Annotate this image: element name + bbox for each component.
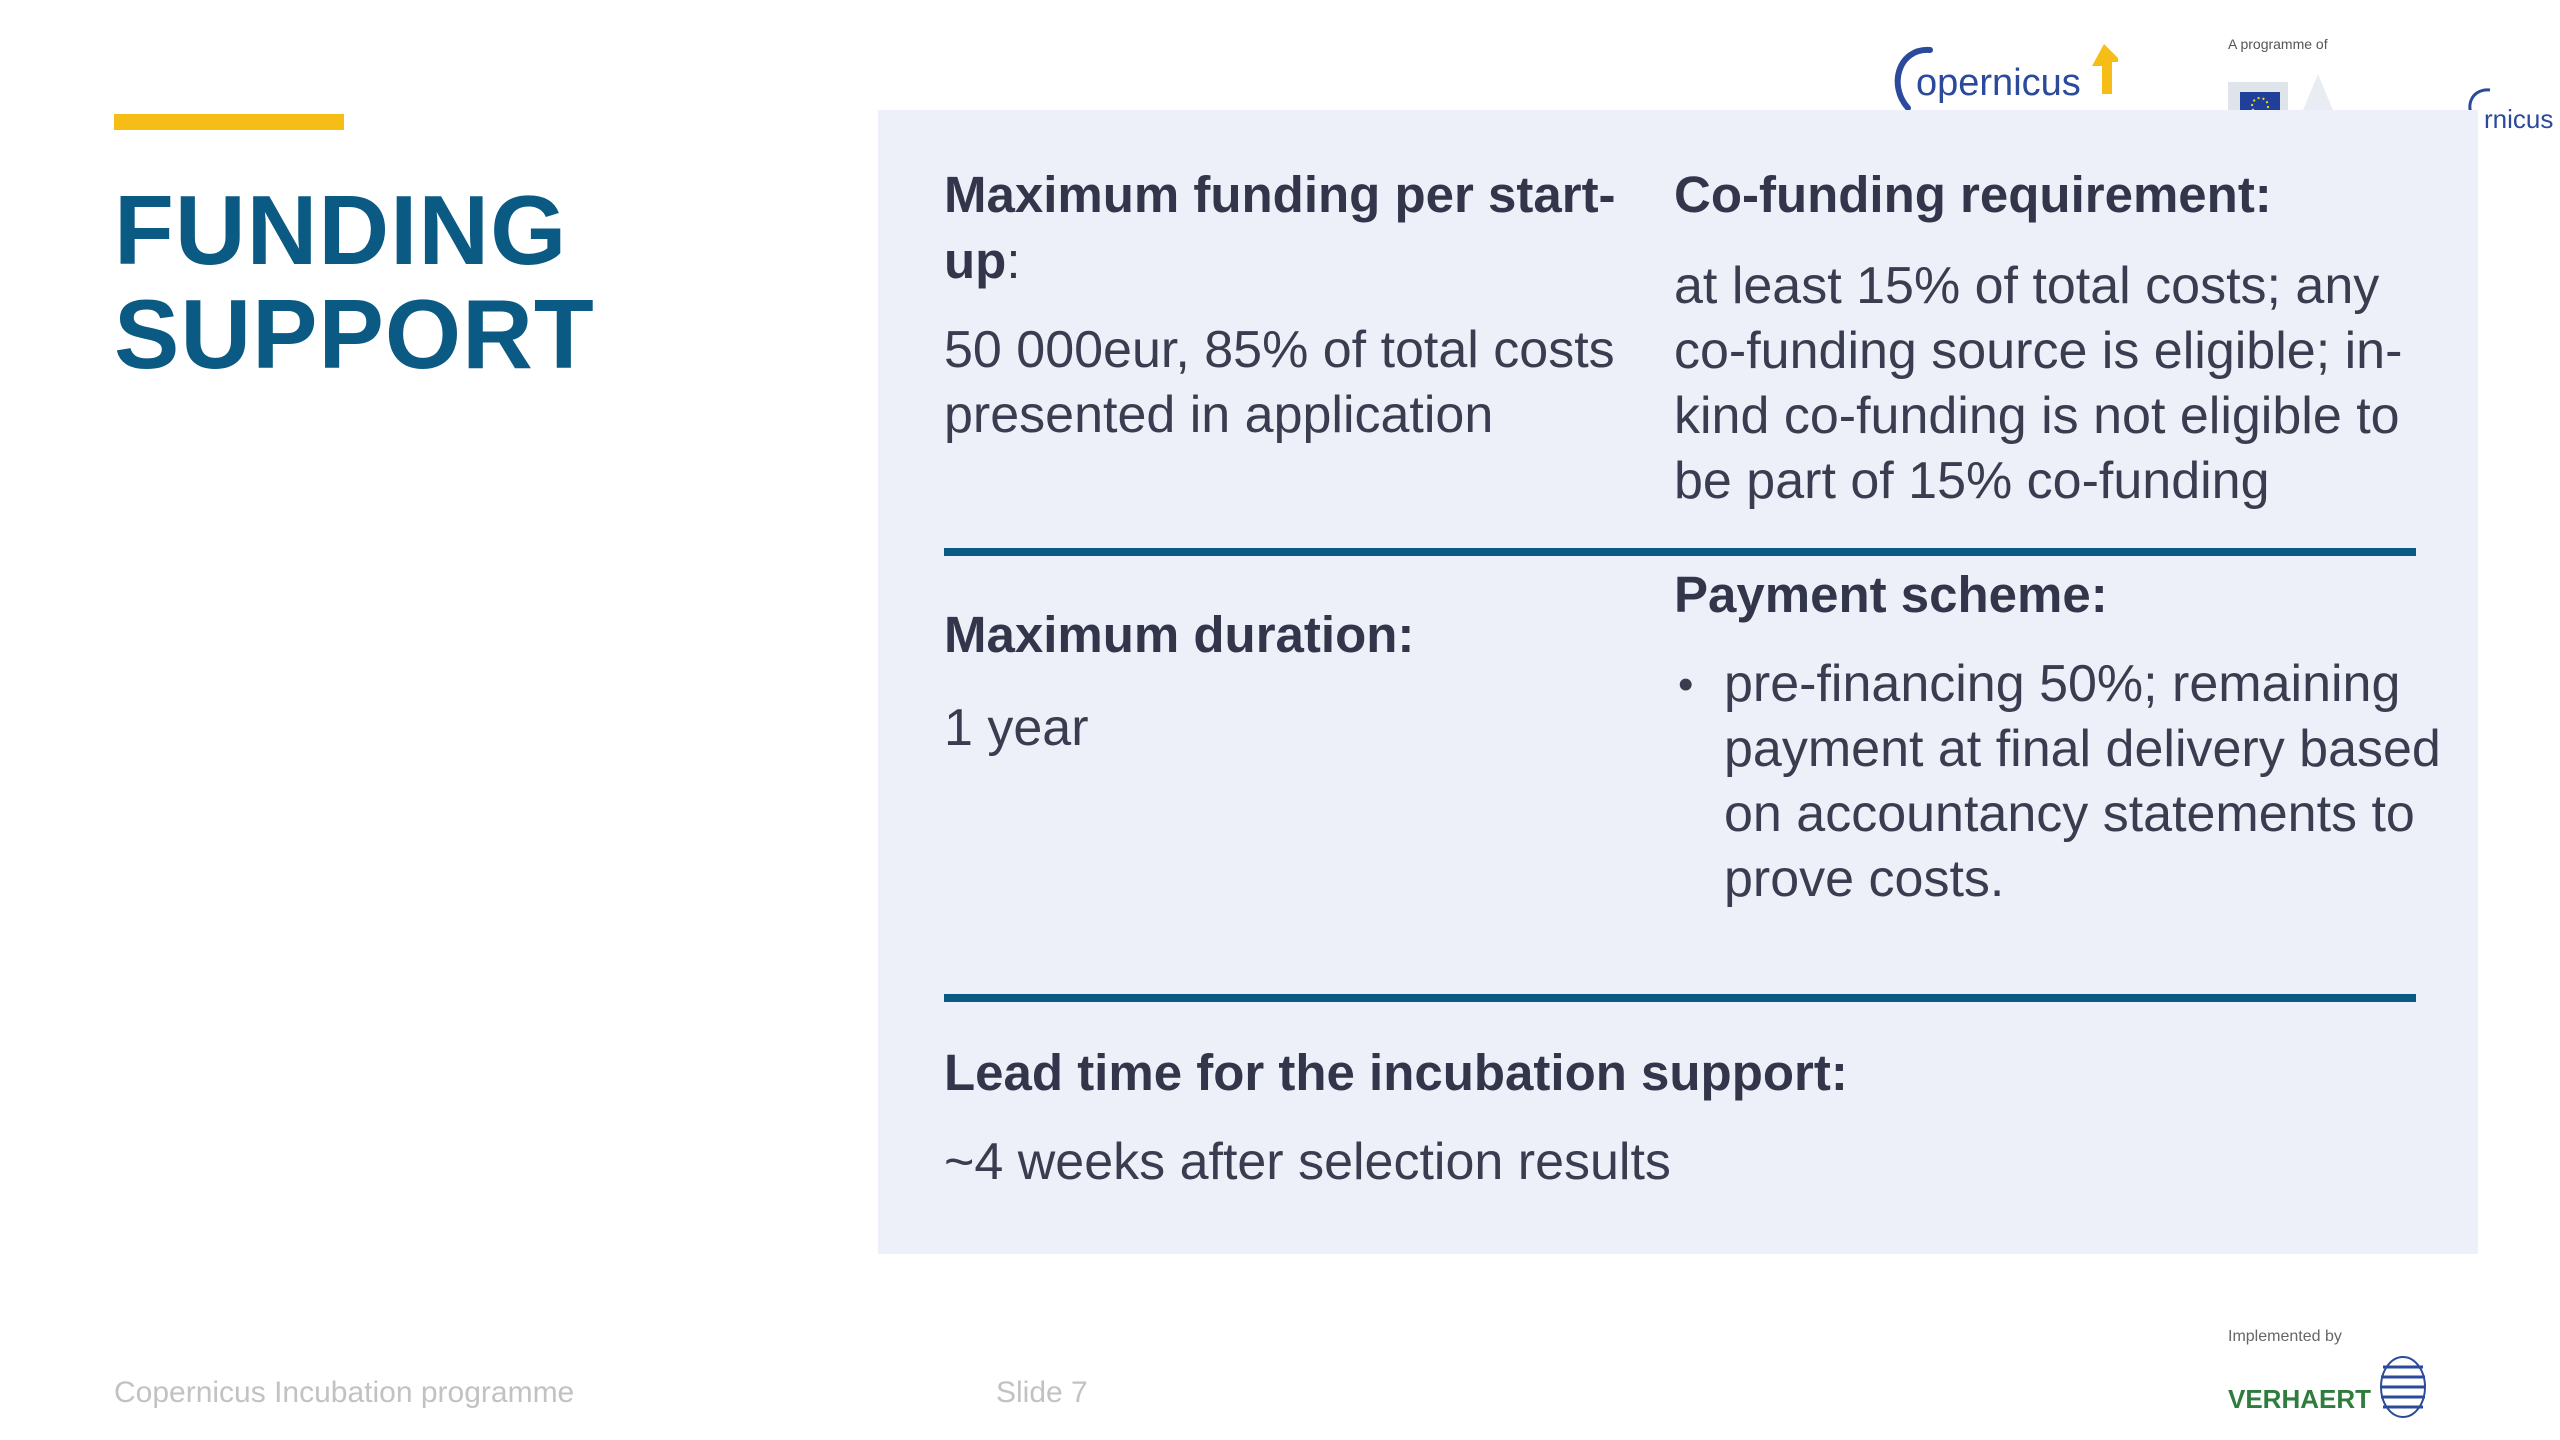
payment-scheme-item-text: pre-financing 50%; remaining payment at final delivery based on accountancy statements to prove costs. [1724, 655, 2441, 908]
implemented-by-caption: Implemented by [2228, 1328, 2342, 1345]
section-divider-top [944, 548, 2416, 556]
verhaert-wordmark: VERHAERT [2228, 1384, 2372, 1414]
cofunding-value: at least 15% of total costs; any co-funding source is eligible; in-kind co-funding is not eligible to be part of 15% co-funding [1674, 257, 2403, 510]
payment-scheme-label: Payment scheme: [1674, 566, 2108, 623]
lead-time-label: Lead time for the incubation support: [944, 1044, 1848, 1101]
payment-scheme-item [1674, 652, 2454, 912]
programme-partial-wordmark: rnicus [2484, 104, 2554, 134]
lead-time-block [944, 1040, 2424, 1195]
footer-slide-number: Slide 7 [996, 1376, 1088, 1409]
payment-scheme-block [1674, 562, 2454, 912]
max-duration-block [944, 602, 1644, 761]
bullet-icon: • [1678, 660, 1694, 709]
cofunding-label: Co-funding requirement: [1674, 166, 2272, 223]
max-funding-label: Maximum funding per start-up: [944, 166, 1616, 289]
max-funding-block [944, 162, 1644, 448]
copernicus-wordmark: opernicus [1916, 62, 2081, 104]
slide-title [114, 175, 814, 389]
footer-programme-name: Copernicus Incubation programme [114, 1376, 575, 1409]
max-duration-value: 1 year [944, 699, 1089, 757]
section-divider-bottom [944, 994, 2416, 1002]
cofunding-block [1674, 162, 2454, 514]
programme-caption: A programme of [2228, 36, 2328, 52]
verhaert-logo [2228, 1328, 2428, 1420]
verhaert-globe-icon [2378, 1352, 2428, 1422]
lead-time-value: ~4 weeks after selection results [944, 1133, 1671, 1191]
title-accent-bar [114, 114, 344, 130]
funding-details-panel [878, 110, 2478, 1254]
max-duration-label: Maximum duration: [944, 606, 1415, 663]
payment-scheme-list [1674, 652, 2454, 912]
max-funding-value: 50 000eur, 85% of total costs presented in application [944, 321, 1615, 444]
slide-title-line-1: FUNDING [114, 175, 568, 285]
slide-title-line-2: SUPPORT [114, 279, 595, 389]
